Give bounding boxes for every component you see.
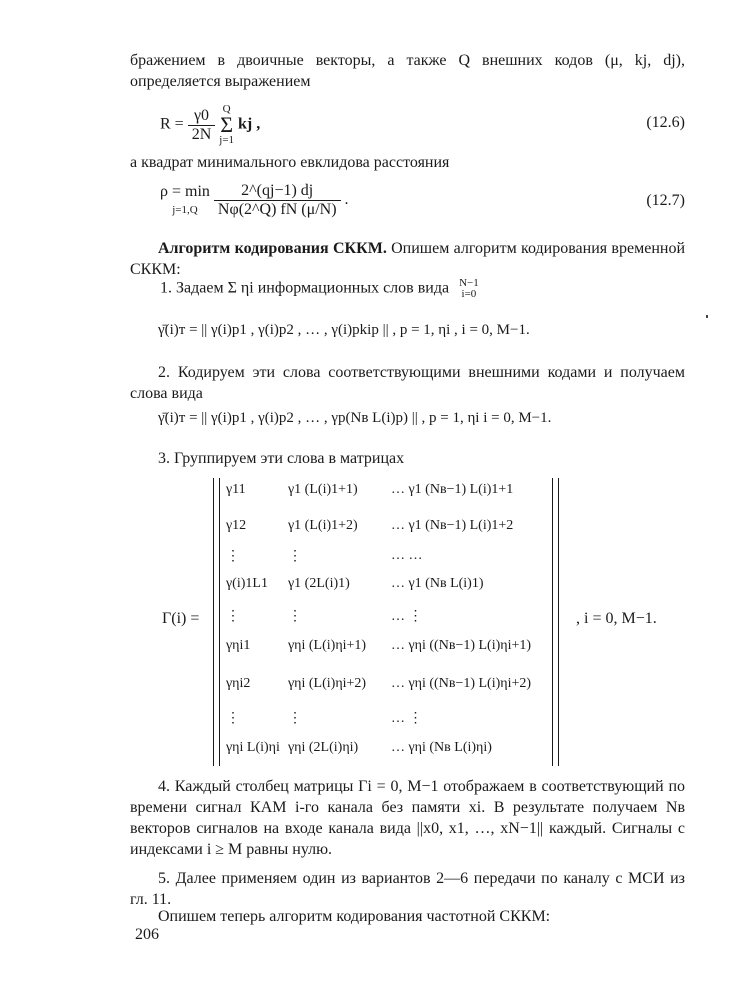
algorithm-text: Опишем алгоритм кодирования временной СККМ: — [130, 240, 686, 278]
vector-1: γ̄(i)т = || γ(i)p1 , γ(i)p2 , … , γ(i)pkip || , p = 1, ηi , i = 0, M−1. — [158, 322, 530, 338]
matrix-gamma — [158, 478, 688, 768]
intro-paragraph: бражением в двоичные векторы, а также Q внешних кодов (μ, kj, dj), определяется выражением — [130, 52, 685, 90]
eq2-min-sub: j=1,Q — [172, 203, 198, 216]
matrix-cell: ⋮ — [226, 711, 240, 726]
matrix-cell: ⋮ — [226, 549, 240, 564]
closing-paragraph: Опишем теперь алгоритм кодирования частотной СККМ: — [158, 908, 551, 925]
eq1-sum — [219, 104, 234, 146]
intro2-paragraph: а квадрат минимального евклидова расстояния — [130, 154, 450, 171]
matrix-row — [226, 548, 561, 570]
matrix-cell: γ(i)1L1 — [226, 576, 268, 591]
eq2-min — [160, 183, 210, 219]
matrix-cell: γ11 — [226, 482, 246, 497]
equation-12-6 — [130, 104, 685, 144]
step2-paragraph: 2. Кодируем эти слова соответствующими внешними кодами и получаем слова вида — [130, 364, 685, 402]
matrix-cell: γ1 (L(i)1+2) — [288, 518, 358, 533]
matrix-index-range: , i = 0, M−1. — [576, 610, 657, 627]
matrix-cell: ⋮ — [288, 609, 302, 624]
step1-text: 1. Задаем Σ ηi информационных слов вида — [160, 279, 450, 297]
eq2-lhs: ρ = min — [160, 182, 210, 200]
eq1-fraction — [188, 107, 216, 144]
step3-paragraph: 3. Группируем эти слова в матрицах — [158, 450, 405, 467]
sum-bottom: i=0 — [461, 288, 477, 300]
matrix-cell: … γηi ((Nв−1) L(i)ηi+2) — [391, 676, 532, 691]
matrix-row — [226, 482, 561, 504]
sigma-icon: Σ — [220, 112, 234, 137]
vector-2: γ̄(i)т = || γ(i)p1 , γ(i)p2 , … , γp(Nв L(i)p) || , p = 1, ηi i = 0, M−1. — [158, 410, 552, 426]
page-number: 206 — [135, 926, 159, 943]
eq2-label: (12.7) — [646, 192, 685, 209]
eq2-denominator: Nφ(2^Q) fN (μ/N) — [217, 201, 337, 218]
algorithm-paragraph — [130, 238, 685, 280]
matrix-cell: γηi L(i)ηi — [226, 740, 280, 755]
matrix-cell: γ12 — [226, 518, 247, 533]
matrix-row — [226, 608, 561, 630]
step4-paragraph: 4. Каждый столбец матрицы Γi = 0, M−1 отображаем в соответствующий по времени сигнал КАМ i-го канала без памяти xi. В результате получаем Nв векторов сигналов на входе канала вида ||x0, x1, …, xN−1|| каждый. Сигналы с индексами i ≥ M равны нулю. — [130, 778, 685, 858]
matrix-cell: γηi (2L(i)ηi) — [288, 740, 359, 755]
matrix-cell: ⋮ — [226, 609, 240, 624]
matrix-cell: … γ1 (Nв−1) L(i)1+1 — [391, 482, 514, 497]
matrix-cell: … ⋮ — [391, 711, 423, 726]
matrix-row — [226, 576, 561, 598]
eq2-end: . — [344, 191, 349, 209]
matrix-cell: … γ1 (Nв−1) L(i)1+2 — [391, 518, 514, 533]
matrix-row — [226, 676, 561, 698]
eq1-numerator: γ0 — [188, 107, 216, 126]
eq1-sum-top: Q — [222, 103, 231, 115]
matrix-cell: γηi (L(i)ηi+1) — [288, 638, 367, 653]
matrix-left-bar — [213, 478, 220, 766]
equation-12-7 — [130, 182, 685, 222]
matrix-cell: … … — [391, 548, 423, 563]
matrix-cell: γ1 (2L(i)1) — [288, 576, 350, 591]
step5-paragraph: 5. Далее применяем один из вариантов 2—6 передачи по каналу с МСИ из гл. 11. — [130, 870, 685, 908]
algorithm-heading: Алгоритм кодирования СККМ. — [158, 240, 387, 257]
matrix-cell: ⋮ — [288, 549, 302, 564]
eq1-label: (12.6) — [646, 114, 685, 131]
matrix-label: Γ(i) = — [162, 610, 200, 627]
scan-speck — [706, 315, 708, 318]
matrix-cell: ⋮ — [288, 711, 302, 726]
eq2-numerator: 2^(qj−1) dj — [214, 182, 341, 201]
matrix-cell: γηi2 — [226, 676, 251, 691]
matrix-cell: γ1 (L(i)1+1) — [288, 482, 358, 497]
eq2-fraction — [214, 182, 341, 219]
matrix-row — [226, 710, 561, 732]
eq1-denominator: 2N — [191, 125, 212, 143]
matrix-cell: … γ1 (Nв L(i)1) — [391, 576, 484, 591]
eq1-lhs: R = — [160, 115, 184, 133]
eq1-term: kj , — [238, 115, 261, 133]
step1-line — [160, 278, 715, 300]
eq1-sum-bottom: j=1 — [219, 134, 235, 146]
matrix-cell: γηi1 — [226, 638, 251, 653]
matrix-cell: γηi (L(i)ηi+2) — [288, 676, 367, 691]
matrix-cell: … γηi (Nв L(i)ηi) — [391, 740, 492, 755]
matrix-cell: … ⋮ — [391, 609, 423, 624]
step1-sum-limits — [459, 278, 479, 300]
matrix-cell: … γηi ((Nв−1) L(i)ηi+1) — [391, 638, 532, 653]
matrix-row — [226, 518, 561, 540]
matrix-row — [226, 638, 561, 660]
sum-top: N−1 — [459, 277, 479, 289]
matrix-row — [226, 740, 561, 762]
